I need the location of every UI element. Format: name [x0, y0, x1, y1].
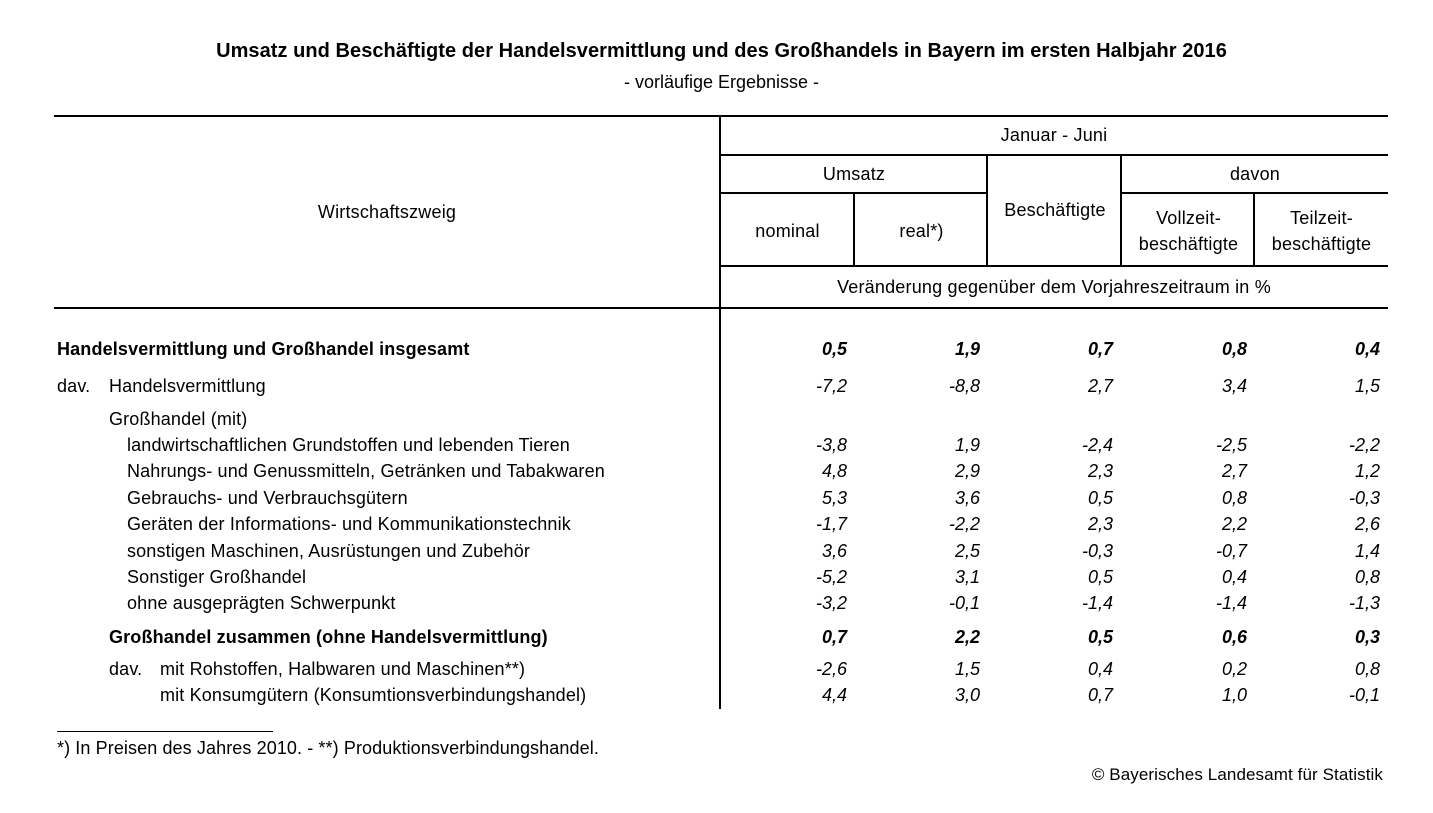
row-ict-beschaeftigte: 2,3	[1087, 514, 1113, 534]
row-total-vollzeit: 0,8	[1221, 339, 1247, 359]
row-consumer-goods-teilzeit: -0,3	[1348, 488, 1380, 508]
row-no-focus-label: ohne ausgeprägten Schwerpunkt	[127, 593, 396, 613]
row-consumer-real: 3,0	[954, 685, 980, 705]
header-teilzeit-line1: Teilzeit-	[1290, 208, 1353, 228]
row-other-wholesale-nominal: -5,2	[815, 567, 847, 587]
row-consumer-goods-vollzeit: 0,8	[1221, 488, 1247, 508]
row-hv-nominal: -7,2	[815, 376, 847, 396]
row-wholesale-total-label: Großhandel zusammen (ohne Handelsvermittlung)	[109, 627, 548, 647]
row-wholesale-total-vollzeit: 0,6	[1221, 627, 1247, 647]
header-change-note: Veränderung gegenüber dem Vorjahreszeitraum in %	[837, 277, 1271, 297]
row-agri-vollzeit: -2,5	[1215, 435, 1247, 455]
row-no-focus-teilzeit: -1,3	[1348, 593, 1380, 613]
row-hv-beschaeftigte: 2,7	[1087, 376, 1113, 396]
row-wholesale-total-nominal: 0,7	[821, 627, 847, 647]
row-total-real: 1,9	[954, 339, 980, 359]
row-no-focus-vollzeit: -1,4	[1215, 593, 1247, 613]
row-food-vollzeit: 2,7	[1221, 461, 1247, 481]
row-consumer-goods-real: 3,6	[954, 488, 980, 508]
source-credit: © Bayerisches Landesamt für Statistik	[1091, 765, 1383, 784]
footnote-separator	[57, 731, 273, 732]
row-wholesale-total-beschaeftigte: 0,5	[1087, 627, 1113, 647]
row-no-focus-nominal: -3,2	[815, 593, 847, 613]
row-total-label: Handelsvermittlung und Großhandel insgesamt	[57, 339, 470, 359]
row-ict-nominal: -1,7	[815, 514, 847, 534]
header-teilzeit-line2: beschäftigte	[1271, 234, 1372, 254]
row-consumer-teilzeit: -0,1	[1348, 685, 1380, 705]
row-gh-heading-label: Großhandel (mit)	[109, 409, 248, 429]
row-raw-materials-real: 1,5	[954, 659, 980, 679]
row-agri-real: 1,9	[954, 435, 980, 455]
table-subtitle: - vorläufige Ergebnisse -	[623, 72, 820, 92]
row-agri-label: landwirtschaftlichen Grundstoffen und lebenden Tieren	[127, 435, 570, 455]
row-raw-materials-nominal: -2,6	[815, 659, 847, 679]
row-consumer-beschaeftigte: 0,7	[1087, 685, 1113, 705]
header-nominal: nominal	[755, 221, 820, 241]
header-real: real*)	[899, 221, 944, 241]
row-consumer-goods-beschaeftigte: 0,5	[1087, 488, 1113, 508]
row-hv-vollzeit: 3,4	[1221, 376, 1247, 396]
row-consumer-vollzeit: 1,0	[1221, 685, 1247, 705]
row-agri-teilzeit: -2,2	[1348, 435, 1380, 455]
rule-period	[720, 154, 1388, 156]
row-consumer-goods-label: Gebrauchs- und Verbrauchsgütern	[127, 488, 408, 508]
header-vollzeit	[1122, 205, 1255, 257]
row-other-wholesale-label: Sonstiger Großhandel	[127, 567, 307, 587]
row-hv-teilzeit: 1,5	[1354, 376, 1380, 396]
row-other-wholesale-teilzeit: 0,8	[1354, 567, 1380, 587]
row-hv-prefix: dav.	[57, 376, 91, 396]
row-machinery-teilzeit: 1,4	[1354, 541, 1380, 561]
row-consumer-nominal: 4,4	[821, 685, 847, 705]
table-title: Umsatz und Beschäftigte der Handelsvermittlung und des Großhandels in Bayern im ersten Halbjahr 2016	[216, 40, 1227, 62]
row-consumer-label: mit Konsumgütern (Konsumtionsverbindungshandel)	[160, 685, 587, 705]
row-other-wholesale-vollzeit: 0,4	[1221, 567, 1247, 587]
row-food-nominal: 4,8	[821, 461, 847, 481]
row-food-teilzeit: 1,2	[1354, 461, 1380, 481]
header-teilzeit	[1255, 205, 1388, 257]
row-ict-teilzeit: 2,6	[1354, 514, 1380, 534]
row-machinery-real: 2,5	[954, 541, 980, 561]
rule-top	[54, 115, 1388, 117]
row-consumer-goods-nominal: 5,3	[821, 488, 847, 508]
rule-subheads	[720, 265, 1388, 267]
header-davon: davon	[1229, 164, 1281, 184]
footnote: *) In Preisen des Jahres 2010. - **) Produktionsverbindungshandel.	[57, 738, 599, 758]
row-ict-real: -2,2	[948, 514, 980, 534]
row-agri-nominal: -3,8	[815, 435, 847, 455]
row-no-focus-real: -0,1	[948, 593, 980, 613]
row-wholesale-total-real: 2,2	[954, 627, 980, 647]
header-umsatz: Umsatz	[822, 164, 886, 184]
row-food-label: Nahrungs- und Genussmitteln, Getränken und Tabakwaren	[127, 461, 605, 481]
row-raw-materials-label: mit Rohstoffen, Halbwaren und Maschinen**)	[160, 659, 526, 679]
header-vollzeit-line2: beschäftigte	[1138, 234, 1239, 254]
row-food-beschaeftigte: 2,3	[1087, 461, 1113, 481]
row-total-teilzeit: 0,4	[1354, 339, 1380, 359]
row-raw-materials-beschaeftigte: 0,4	[1087, 659, 1113, 679]
row-raw-materials-prefix: dav.	[109, 659, 143, 679]
rule-header-bottom	[54, 307, 1388, 309]
row-total-beschaeftigte: 0,7	[1087, 339, 1113, 359]
row-total-nominal: 0,5	[821, 339, 847, 359]
row-other-wholesale-real: 3,1	[954, 567, 980, 587]
row-ict-vollzeit: 2,2	[1221, 514, 1247, 534]
header-vollzeit-line1: Vollzeit-	[1156, 208, 1221, 228]
row-other-wholesale-beschaeftigte: 0,5	[1087, 567, 1113, 587]
header-period: Januar - Juni	[1000, 125, 1108, 145]
row-food-real: 2,9	[954, 461, 980, 481]
row-machinery-nominal: 3,6	[821, 541, 847, 561]
row-hv-real: -8,8	[948, 376, 980, 396]
row-raw-materials-teilzeit: 0,8	[1354, 659, 1380, 679]
row-ict-label: Geräten der Informations- und Kommunikationstechnik	[127, 514, 571, 534]
header-beschaeftigte: Beschäftigte	[1004, 200, 1106, 220]
row-no-focus-beschaeftigte: -1,4	[1081, 593, 1113, 613]
row-agri-beschaeftigte: -2,4	[1081, 435, 1113, 455]
row-machinery-vollzeit: -0,7	[1215, 541, 1247, 561]
row-wholesale-total-teilzeit: 0,3	[1354, 627, 1380, 647]
header-wirtschaftszweig: Wirtschaftszweig	[317, 202, 457, 222]
row-machinery-beschaeftigte: -0,3	[1081, 541, 1113, 561]
row-hv-label: Handelsvermittlung	[109, 376, 266, 396]
row-machinery-label: sonstigen Maschinen, Ausrüstungen und Zubehör	[127, 541, 531, 561]
row-raw-materials-vollzeit: 0,2	[1221, 659, 1247, 679]
